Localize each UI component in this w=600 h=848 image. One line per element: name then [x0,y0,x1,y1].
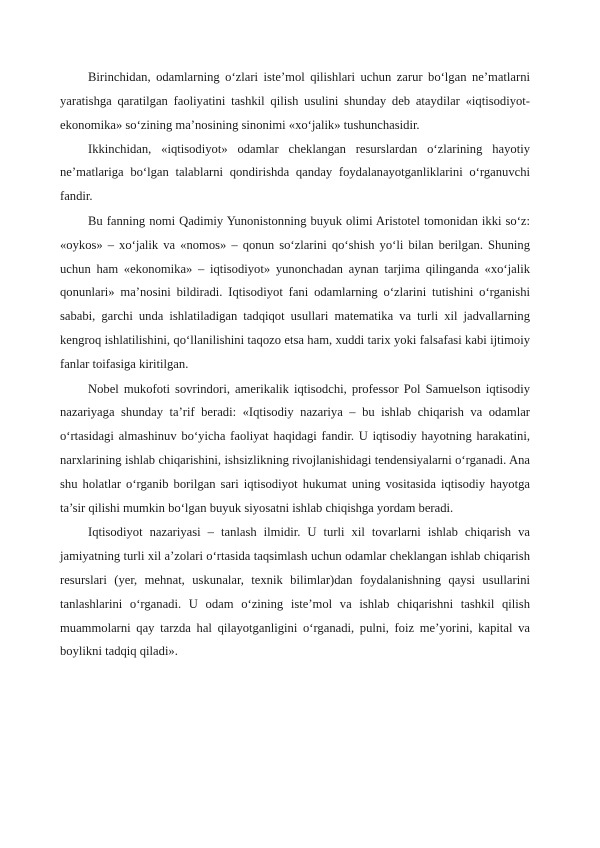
paragraph-5: Iqtisodiyot nazariyasi – tanlash ilmidir. U turli xil tovarlarni ishlab chiqarish va jamiyatning turli xil a’zolari o‘rtasida taqsimlash uchun odamlar cheklangan ishlab chiqarish resurslari (yer, mehnat, uskunalar, texnik bilimlar)dan foydalanishning qaysi usullarini tanlashlarini o‘rganadi. U odam o‘zining iste’mol va ishlab chiqarishni tashkil qilish muammolarni qay tarzda hal qilayotganligini o‘rganadi, pulni, foiz me’yorini, kapital va boylikni tadqiq qiladi». [60,525,530,659]
paragraph-3: Bu fanning nomi Qadimiy Yunonistonning buyuk olimi Aristotel tomonidan ikki so‘z: «oykos» – xo‘jalik va «nomos» – qonun so‘zlarini qo‘shish yo‘li bilan berilgan. Shuning uchun ham «ekonomika» – iqtisodiyot» yunonchadan aynan tarjima qilinganda «xo‘jalik qonunlari» ma’nosini bildiradi. Iqtisodiyot fani odamlarning o‘zlarini tutishini o‘rganishi sababi, garchi unda ishlatiladigan tadqiqot usullari matematika va turli xil jadvallarning kengroq ishlatilishini, qo‘llanilishini taqozo etsa ham, xuddi tarix yoki falsafasi kabi ijtimoiy fanlar toifasiga kiritilgan. [60,214,530,371]
body-text [60,66,530,664]
paragraph-2: Ikkinchidan, «iqtisodiyot» odamlar cheklangan resurslardan o‘zlarining hayotiy ne’matlariga bo‘lgan talablarni qondirishda qanday foydalanayotganliklarini o‘rganuvchi fandir. [60,141,530,204]
paragraph-1: Birinchidan, odamlarning o‘zlari iste’mol qilishlari uchun zarur bo‘lgan ne’matlarni yaratishga qaratilgan faoliyatini tashkil qilish usulini shunday deb ataydilar «iqtisodiyot-ekonomika» so‘zining ma’nosining sinonimi «xo‘jalik» tushunchasidir. [60,70,530,132]
paragraph-4: Nobel mukofoti sovrindori, amerikalik iqtisodchi, professor Pol Samuelson iqtisodiy nazariyaga shunday ta’rif beradi: «Iqtisodiy nazariya – bu ishlab chiqarish va odamlar o‘rtasidagi almashinuv bo‘yicha faoliyat haqidagi fandir. U iqtisodiy hayotning harakatini, narxlarining ishlab chiqarishini, ishsizlikning rivojlanishidagi tendensiyalarni o‘rganadi. Ana shu holatlar o‘rganib borilgan sari iqtisodiyot hukumat uning vositasida iqtisodiy hayotga ta’sir qilishi mumkin bo‘lgan buyuk siyosatni ishlab chiqishga yordam beradi. [60,381,530,515]
